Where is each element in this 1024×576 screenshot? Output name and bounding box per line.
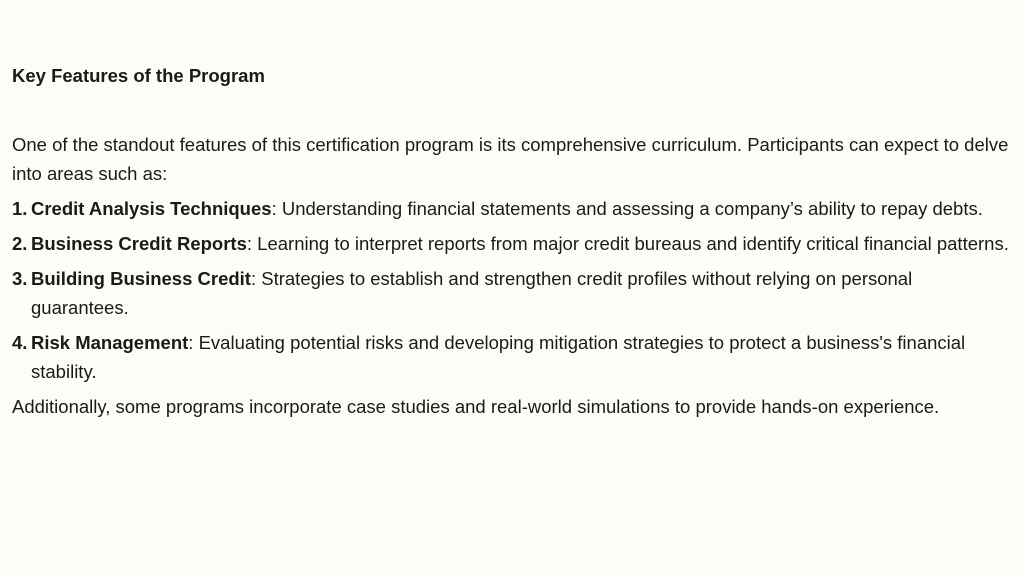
list-item-description: : Understanding financial statements and assessing a company’s ability to repay debts.	[271, 198, 983, 219]
list-item-term: Building Business Credit	[31, 268, 251, 289]
list-item	[12, 264, 1014, 322]
list-item	[12, 328, 1014, 386]
list-item-number: 3.	[12, 268, 28, 289]
list-item-description: : Evaluating potential risks and developing mitigation strategies to protect a business's financial stability.	[31, 332, 966, 382]
list-item	[12, 194, 1014, 223]
list-item-number: 2.	[12, 233, 28, 254]
list-item-description: : Strategies to establish and strengthen credit profiles without relying on personal guarantees.	[31, 268, 913, 318]
list-item-term: Credit Analysis Techniques	[31, 198, 272, 219]
list-item-body	[31, 328, 1014, 386]
feature-list	[12, 194, 1014, 386]
closing-paragraph: Additionally, some programs incorporate case studies and real-world simulations to provide hands-on experience.	[12, 396, 940, 417]
list-item-term: Risk Management	[31, 332, 189, 353]
list-item-number: 4.	[12, 332, 28, 353]
list-item-term: Business Credit Reports	[31, 233, 247, 254]
list-item	[12, 229, 1014, 258]
list-item-number: 1.	[12, 198, 28, 219]
section-heading: Key Features of the Program	[12, 65, 265, 86]
intro-paragraph: One of the standout features of this certification program is its comprehensive curriculum. Participants can expect to delve into areas such as:	[12, 134, 1009, 184]
list-item-description: : Learning to interpret reports from major credit bureaus and identify critical financial patterns.	[246, 233, 1009, 254]
list-item-body	[31, 229, 1014, 258]
list-item-body	[31, 194, 1014, 223]
list-item-body	[31, 264, 1014, 322]
